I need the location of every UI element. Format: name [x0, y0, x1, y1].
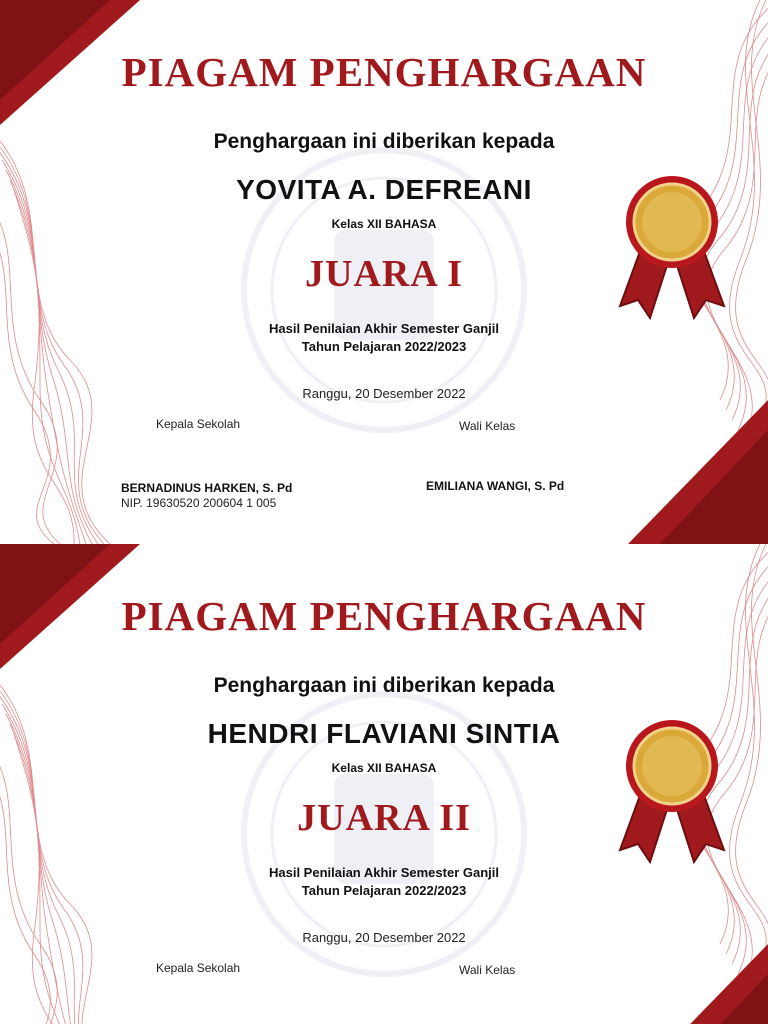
rank-title: JUARA II — [297, 797, 471, 839]
rank-title: JUARA I — [305, 253, 463, 295]
principal-role: Kepala Sekolah — [156, 417, 241, 431]
recipient-name: YOVITA A. DEFREANI — [236, 174, 532, 205]
homeroom-role: Wali Kelas — [459, 963, 516, 977]
given-to-text: Penghargaan ini diberikan kepada — [213, 130, 555, 153]
place-date: Ranggu, 20 Desember 2022 — [302, 930, 466, 945]
class-label: Kelas XII BAHASA — [331, 217, 437, 231]
assessment-line-1: Hasil Penilaian Akhir Semester Ganjil — [268, 321, 499, 336]
assessment-line-2: Tahun Pelajaran 2022/2023 — [301, 883, 467, 898]
certificate-2 — [0, 544, 768, 1024]
homeroom-role: Wali Kelas — [459, 419, 516, 433]
assessment-line-1: Hasil Penilaian Akhir Semester Ganjil — [268, 865, 499, 880]
principal-nip: NIP. 19630520 200604 1 005 — [121, 496, 277, 510]
class-label: Kelas XII BAHASA — [331, 761, 437, 775]
assessment-text — [0, 320, 768, 356]
recipient-name: HENDRI FLAVIANI SINTIA — [207, 718, 561, 749]
principal-role: Kepala Sekolah — [156, 961, 241, 975]
certificate-title: PIAGAM PENGHARGAAN — [121, 593, 647, 639]
assessment-text — [0, 864, 768, 900]
certificate-title: PIAGAM PENGHARGAAN — [121, 49, 647, 95]
given-to-text: Penghargaan ini diberikan kepada — [213, 674, 555, 697]
place-date: Ranggu, 20 Desember 2022 — [302, 386, 466, 401]
homeroom-name: EMILIANA WANGI, S. Pd — [426, 479, 565, 493]
assessment-line-2: Tahun Pelajaran 2022/2023 — [301, 339, 467, 354]
principal-name: BERNADINUS HARKEN, S. Pd — [121, 481, 293, 495]
